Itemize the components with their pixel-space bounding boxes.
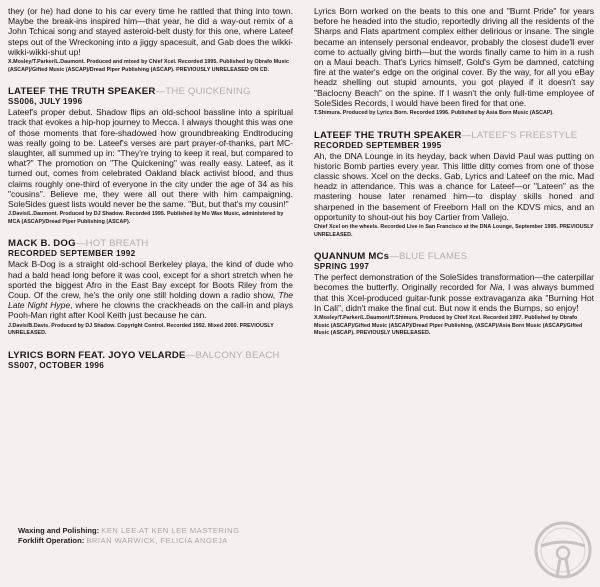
track-heading [8,350,293,361]
intro-section-right [314,6,594,118]
track-catalog: RECORDED SEPTEMBER 1992 [8,249,136,259]
forklift-credit [18,536,239,546]
track-balcony-beach [8,350,293,371]
heading-dash: — [461,129,472,141]
footer-credits [18,526,239,546]
track-title: THE QUICKENING [165,86,251,98]
track-hot-breath [8,238,293,337]
track-catalog: SS006, JULY 1996 [8,97,83,107]
forklift-label: Forklift Operation: [18,536,85,545]
track-heading [314,251,594,262]
left-column [8,6,293,371]
track-artist: MACK B. DOG [8,238,76,250]
album-title: Nia [489,282,503,293]
track-text [8,259,293,320]
intro-text-left: they (or he) had done to his car every time he rattled that thing into town. Maybe the break-ins inspired him—that year, he did a way-out remix of a John Tchicai song and stayed asteroid-belt dusty for this one, where Lateef steps out of the Wreckoning into a jiggy spacesuit, and Gab does the wikki-wikki-wikki-shut up! [8,6,293,57]
track-quickening [8,86,293,226]
track-heading [8,86,293,97]
track-artist: LATEEF THE TRUTH SPEAKER [8,86,156,98]
track-text-part: , I was always bummed that this Xcel-produced guitar-funk posse extravaganza aka "Burning Hot In Cali", didn't make the final cut. But now it ends the Bumps, so enjoy! [314,282,594,313]
track-artist: LYRICS BORN FEAT. JOYO VELARDE [8,349,186,361]
intro-credits-left: X.Mosley/T.Parker/L.Daumont. Produced and mixed by Chief Xcel. Recorded 1995. Published by Obrafo Music (ASCAP)/Gifted Music (ASCAP)/Dread Piper Publishing (ASCAP). PREVIOUSLY UNRELEASED ON CD. [8,59,289,73]
forklift-value: BRIAN WARWICK, FELICIA ANGEJA [86,536,228,545]
heading-dash: — [185,349,196,361]
waxing-label: Waxing and Polishing: [18,526,100,535]
track-lateefs-freestyle [314,130,594,240]
track-title: BLUE FLAMES [399,251,468,263]
track-text-part: , where he clowns the crackheads on the call-in and plays Pooh-Man right after Kool Keith just because he can. [8,300,293,321]
waxing-credit [18,526,239,536]
intro-text-right: Lyrics Born worked on the beats to this one and "Burnt Pride" for years before he headed into the studio, reportedly driving all the residents of the Sharps and Flats apartment complex either delirious or insane. The single became an intensely personal endeavor, probably the closest dude'll ever come to actually giving birth—but the words finally came to him in a rush on a Maui beach. That's Lyrics himself, Gold's Gym be damned, catching fire at the water's edge on the original cover. By the way, for all you eBay headz shelling out stupid amounts, you got played if it doesn't say "Baclocny Beach" on the spine. If I wasn't the only full-time employee of SoleSides Records, I would have been fired for that one. [314,6,594,108]
track-credits: J.Davis/L.Daumont. Produced by DJ Shadow. Recorded 1995. Published by Mo Wax Music, administered by MCA (ASCAP)/Dread Piper Publishing (ASCAP). [8,211,284,225]
track-text-part: Mack B-Dog is a straight old-school Berkeley playa, the kind of dude who had a bald head long before it was cool, except for a short stretch when he sported the biggest Afro in the East Bay except for Boots Riley from the Coup. Of the crew, he's the only one still holding down a radio show, [8,259,293,301]
heading-dash: — [389,251,400,263]
track-heading [314,130,594,141]
track-text [314,272,594,313]
track-artist: QUANNUM MCs [314,251,390,263]
waxing-value: KEN LEE AT KEN LEE MASTERING [101,526,240,535]
heading-dash: — [75,238,86,250]
track-title: LATEEF'S FREESTYLE [471,129,578,141]
steering-wheel-logo-icon [533,520,593,580]
track-artist: LATEEF THE TRUTH SPEAKER [314,129,462,141]
track-credits: X.Mosley/T.Parker/L.Daumont/T.Shimura. Produced by Chief Xcel. Recorded 1997. Published by Obrafo Music (ASCAP)/Gifted Music (ASCAP)/Dread Piper Publishing, (ASCAP)/Asia Born Music (ASCAP)/Gifted Music (ASCAP). PREVIOUSLY UNRELEASED. [314,315,583,337]
track-title: BALCONY BEACH [195,349,280,361]
track-credits: Chief Xcel on the wheels. Recorded Live in San Francisco at the DNA Lounge, September 1995. PREVIOUSLY UNRELEASED. [314,224,594,238]
track-catalog: SS007, OCTOBER 1996 [8,360,105,370]
track-text: Lateef's proper debut. Shadow flips an old-school bassline into a spiritual track that evokes a hip-hop journey to Mecca. I always thought this was one of those moments that fore-shadowed how groundbreaking Endtroducing was really going to be. Lateef's verses are part prayer-of-thanks, part MC-slaughter, all summed up in: "They're trying to keep it real, but compared to what?" The promotion on "The Quickening" was really easy. Lateef, as it turned out, comes from celebrated Oakland black activist blood, and thus claims roughly one-third of everyone in the city under the age of 34 as his "cousins". Believe me, they were all out there with him campaigning. SoleSides guest lists would never be the same. "But, but that's my cousin!" [8,107,293,210]
intro-credits-right: T.Shimura. Produced by Lyrics Born. Recorded 1996. Published by Asia Born Music (ASCAP). [314,110,554,117]
track-credits: J.Davis/B.Davis. Produced by DJ Shadow. Copyright Control. Recorded 1992. Mixed 2000. PREVIOUSLY UNRELEASED. [8,322,274,337]
radio-show-title: The Late Night Hype [8,290,293,311]
track-catalog: SPRING 1997 [314,262,370,272]
track-heading [8,238,293,249]
right-column [314,6,594,338]
track-catalog: RECORDED SEPTEMBER 1995 [314,140,442,150]
track-title: HOT BREATH [85,238,149,250]
track-text-part: The perfect demonstration of the SoleSides transformation—the caterpillar becomes the butterfly. Originally recorded for [314,272,594,293]
heading-dash: — [155,86,166,98]
track-blue-flames [314,251,594,338]
intro-section-left [8,6,293,74]
track-text: Ah, the DNA Lounge in its heyday, back when David Paul was putting on historic Bomb parties every year. This little ditty comes from one of those classic shows. Xcel on the decks. Gab, Lyrics and Lateef on the mic. Mad headz in attendance. This was a chance for Lateef—or "Lateen" as the mastering house later renamed him—to display skills honed and sharpened in the basement of Freeborn Hall on the KDVS mics, and an opportunity to shout-out his boy Cartier from Vallejo. [314,150,594,222]
